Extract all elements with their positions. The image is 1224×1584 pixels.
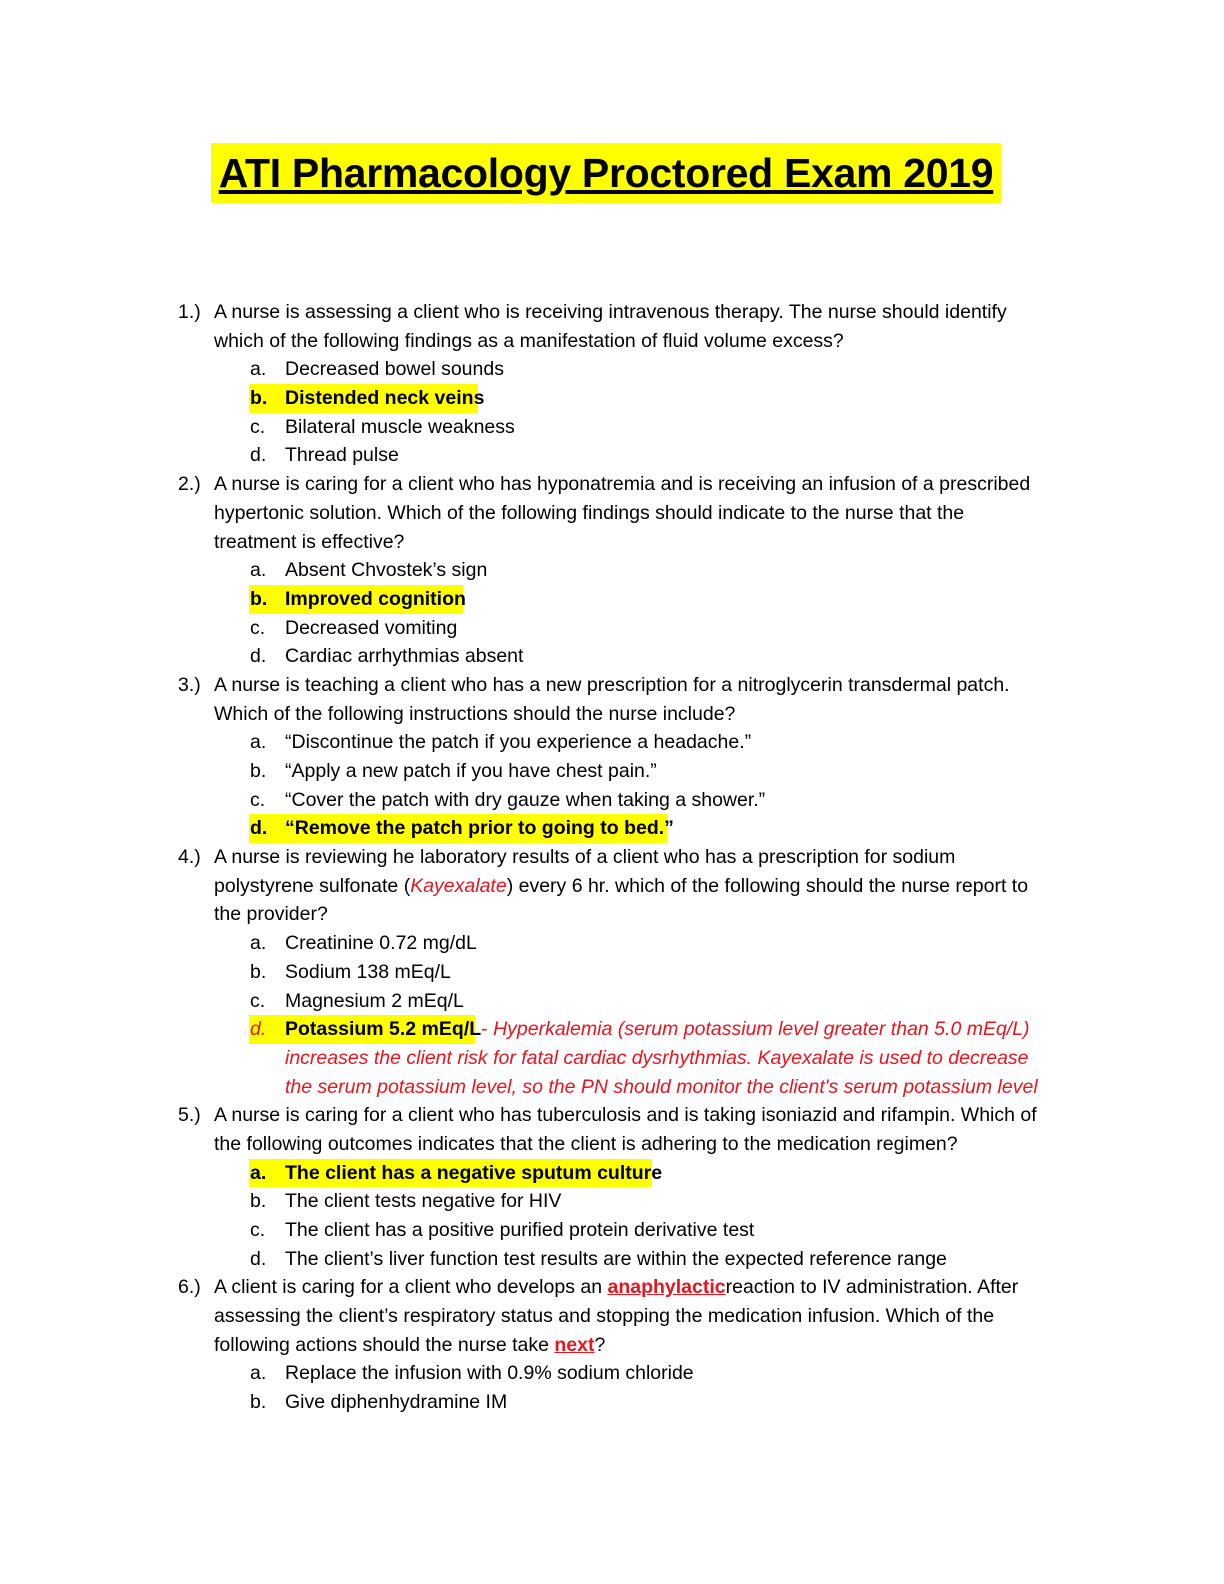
option-letter: a. — [250, 358, 267, 381]
option-4c — [0, 987, 1224, 1016]
question-number: 2.) — [178, 473, 201, 496]
option-text: Creatinine 0.72 mg/dL — [285, 932, 477, 955]
question-number: 1.) — [178, 301, 201, 323]
option-text: Give diphenhydramine IM — [285, 1391, 508, 1414]
option-3d-correct — [0, 814, 1224, 843]
page-title: ATI Pharmacology Proctored Exam 2019 — [211, 143, 1001, 203]
option-letter: c. — [250, 989, 266, 1012]
option-6b — [0, 1388, 1224, 1417]
rationale-dash: - — [481, 1018, 488, 1041]
question-number: 3.) — [178, 673, 201, 696]
option-letter: b. — [250, 1190, 267, 1213]
option-text — [285, 1015, 1030, 1044]
option-letter: a. — [250, 559, 267, 582]
option-6a — [0, 1359, 1224, 1388]
question-5-stem — [0, 1101, 1224, 1130]
option-2a — [0, 556, 1224, 585]
option-text: Replace the infusion with 0.9% sodium chloride — [285, 1362, 694, 1385]
option-text: Decreased vomiting — [285, 616, 458, 639]
option-text: Cardiac arrhythmias absent — [285, 645, 524, 668]
question-4-stem — [0, 843, 1224, 872]
question-text: A nurse is assessing a client who is receiving intravenous therapy. The nurse should identify — [214, 301, 1007, 323]
option-4d-correct — [0, 1015, 1224, 1044]
option-letter: a. — [250, 1161, 267, 1184]
option-text: “Remove the patch prior to going to bed.” — [285, 817, 674, 840]
rationale-cont — [0, 1044, 1224, 1073]
option-letter: c. — [250, 1219, 266, 1241]
question-number: 6.) — [178, 1276, 201, 1299]
question-text — [214, 872, 1028, 901]
question-text-part: ) every 6 hr. which of the following should the nurse report to — [506, 874, 1029, 897]
option-letter: a. — [250, 731, 267, 754]
option-text: “Cover the patch with dry gauze when taking a shower.” — [285, 788, 766, 811]
option-text: The client has a positive purified protein derivative test — [285, 1219, 755, 1241]
option-letter: a. — [250, 1362, 267, 1385]
question-text: A nurse is teaching a client who has a new prescription for a nitroglycerin transdermal patch. — [214, 673, 1010, 696]
option-5d — [0, 1245, 1224, 1274]
option-5c — [0, 1216, 1224, 1245]
question-text: which of the following findings as a manifestation of fluid volume excess? — [214, 329, 844, 352]
option-letter: d. — [250, 444, 267, 467]
option-text: Decreased bowel sounds — [285, 358, 504, 381]
question-text-part: polystyrene sulfonate ( — [214, 874, 411, 897]
option-letter: b. — [250, 587, 268, 610]
rationale-text: increases the client risk for fatal cardiac dysrhythmias. Kayexalate is used to decrease — [285, 1046, 1029, 1069]
question-text: the provider? — [214, 903, 328, 926]
option-text: Improved cognition — [285, 587, 466, 610]
option-text: Absent Chvostek’s sign — [285, 559, 488, 582]
rationale-cont — [0, 1073, 1224, 1102]
question-2-stem-cont — [0, 499, 1224, 528]
question-text: A nurse is caring for a client who has tuberculosis and is taking isoniazid and rifampin. Which of — [214, 1104, 1037, 1127]
question-5-stem-cont — [0, 1130, 1224, 1159]
option-1b-correct — [0, 384, 1224, 413]
option-letter: c. — [250, 788, 266, 811]
question-text: A nurse is reviewing he laboratory results of a client who has a prescription for sodium — [214, 846, 956, 869]
option-4b — [0, 958, 1224, 987]
rationale-text: the serum potassium level, so the PN should monitor the client's serum potassium level — [285, 1075, 1038, 1098]
option-letter: b. — [250, 760, 267, 782]
option-text: “Apply a new patch if you have chest pain.” — [285, 760, 657, 782]
question-6-stem-cont — [0, 1331, 1224, 1360]
question-4-stem-cont — [0, 872, 1224, 901]
keyword-emphasis: next — [554, 1333, 595, 1356]
option-letter: d. — [250, 817, 268, 840]
option-text: The client tests negative for HIV — [285, 1190, 562, 1213]
option-3a — [0, 728, 1224, 757]
option-text: Bilateral muscle weakness — [285, 415, 515, 438]
question-number: 4.) — [178, 846, 201, 869]
question-text — [214, 1273, 1018, 1302]
question-text-part: reaction to IV administration. After — [725, 1276, 1019, 1299]
option-text: The client has a negative sputum culture — [285, 1161, 663, 1184]
question-number: 5.) — [178, 1104, 201, 1127]
option-letter: c. — [250, 415, 266, 438]
option-letter: a. — [250, 932, 267, 955]
option-1a — [0, 355, 1224, 384]
question-text: the following outcomes indicates that the client is adhering to the medication regimen? — [214, 1132, 958, 1155]
question-text — [214, 1331, 605, 1360]
option-letter: b. — [250, 1391, 267, 1414]
question-6-stem — [0, 1273, 1224, 1302]
question-text-part: following actions should the nurse take — [214, 1333, 555, 1356]
question-text-part: A client is caring for a client who develops an — [214, 1276, 608, 1299]
question-1-stem-cont — [0, 327, 1224, 356]
option-4a — [0, 929, 1224, 958]
question-list — [0, 298, 1224, 1417]
question-3-stem — [0, 671, 1224, 700]
question-text-part: ? — [594, 1333, 606, 1356]
option-2b-correct — [0, 585, 1224, 614]
option-2c — [0, 614, 1224, 643]
option-text: Sodium 138 mEq/L — [285, 960, 451, 983]
question-1-stem — [0, 298, 1224, 327]
question-4-stem-cont — [0, 900, 1224, 929]
option-5b — [0, 1187, 1224, 1216]
answer-value: Potassium 5.2 mEq/L — [285, 1018, 482, 1041]
option-text: Magnesium 2 mEq/L — [285, 989, 464, 1012]
option-letter: b. — [250, 960, 267, 983]
question-2-stem — [0, 470, 1224, 499]
question-6-stem-cont — [0, 1302, 1224, 1331]
option-3c — [0, 786, 1224, 815]
question-text: treatment is effective? — [214, 530, 405, 553]
option-letter: d. — [250, 1018, 267, 1041]
option-text: Thread pulse — [285, 444, 399, 467]
rationale-text: Hyperkalemia (serum potassium level greater than 5.0 mEq/L) — [487, 1018, 1030, 1041]
option-text: Distended neck veins — [285, 387, 485, 410]
option-letter: d. — [250, 645, 267, 668]
option-3b — [0, 757, 1224, 786]
option-2d — [0, 642, 1224, 671]
option-letter: c. — [250, 616, 266, 639]
question-3-stem-cont — [0, 700, 1224, 729]
option-5a-correct — [0, 1159, 1224, 1188]
question-text: assessing the client’s respiratory status and stopping the medication infusion. Which of the — [214, 1305, 995, 1328]
question-2-stem-cont — [0, 528, 1224, 557]
question-text: Which of the following instructions should the nurse include? — [214, 702, 736, 725]
option-letter: d. — [250, 1247, 267, 1270]
option-1d — [0, 441, 1224, 470]
keyword-emphasis: anaphylactic — [607, 1276, 726, 1299]
drug-name: Kayexalate — [410, 874, 507, 897]
option-text: “Discontinue the patch if you experience a headache.” — [285, 731, 752, 754]
option-1c — [0, 413, 1224, 442]
option-letter: b. — [250, 387, 268, 410]
option-text: The client’s liver function test results are within the expected reference range — [285, 1247, 947, 1270]
question-text: A nurse is caring for a client who has hyponatremia and is receiving an infusion of a prescribed — [214, 473, 1031, 496]
question-text: hypertonic solution. Which of the following findings should indicate to the nurse that the — [214, 501, 965, 524]
